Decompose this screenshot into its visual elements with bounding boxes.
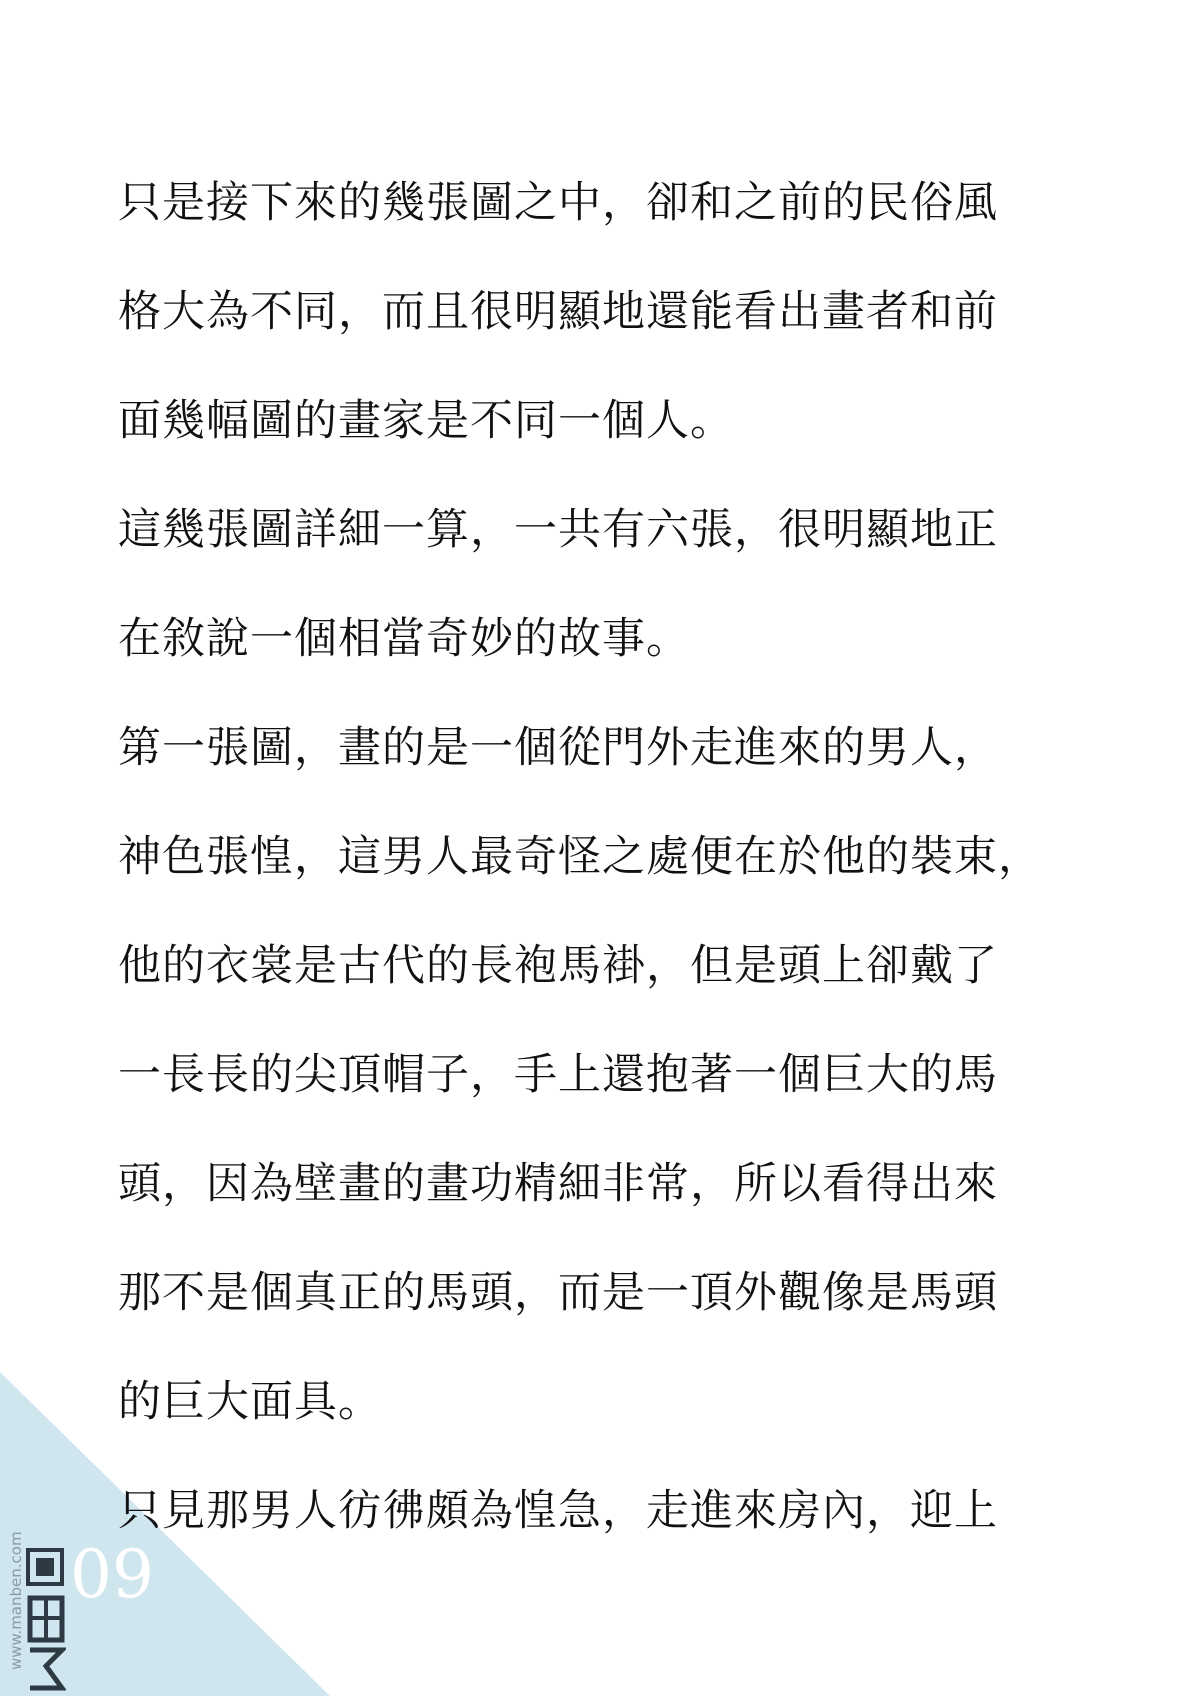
watermark-logo-icon [26,1548,66,1693]
text-line: 格大為不同，而且很明顯地還能看出畫者和前 [118,287,998,337]
text-line: 第一張圖，畫的是一個從門外走進來的男人， [118,723,998,773]
body-text [118,173,1098,1590]
watermark-url: www.manben.com [7,1531,25,1670]
text-line: 在敘說一個相當奇妙的故事。 [118,614,690,664]
text-line: 這幾張圖詳細一算，一共有六張，很明顯地正 [118,505,998,555]
text-line: 頭，因為壁畫的畫功精細非常，所以看得出來 [118,1159,998,1209]
text-line: 他的衣裳是古代的長袍馬褂，但是頭上卻戴了 [118,941,998,991]
page-number: 09 [70,1536,154,1613]
text-line: 神色張惶，這男人最奇怪之處便在於他的裝束， [118,832,1042,882]
text-line: 只見那男人彷彿頗為惶急，走進來房內，迎上 [118,1486,998,1536]
text-line: 只是接下來的幾張圖之中，卻和之前的民俗風 [118,178,998,228]
text-line: 面幾幅圖的畫家是不同一個人。 [118,396,734,446]
text-line: 一長長的尖頂帽子，手上還抱著一個巨大的馬 [118,1050,998,1100]
text-line: 那不是個真正的馬頭，而是一頂外觀像是馬頭 [118,1268,998,1318]
text-line: 的巨大面具。 [118,1377,382,1427]
